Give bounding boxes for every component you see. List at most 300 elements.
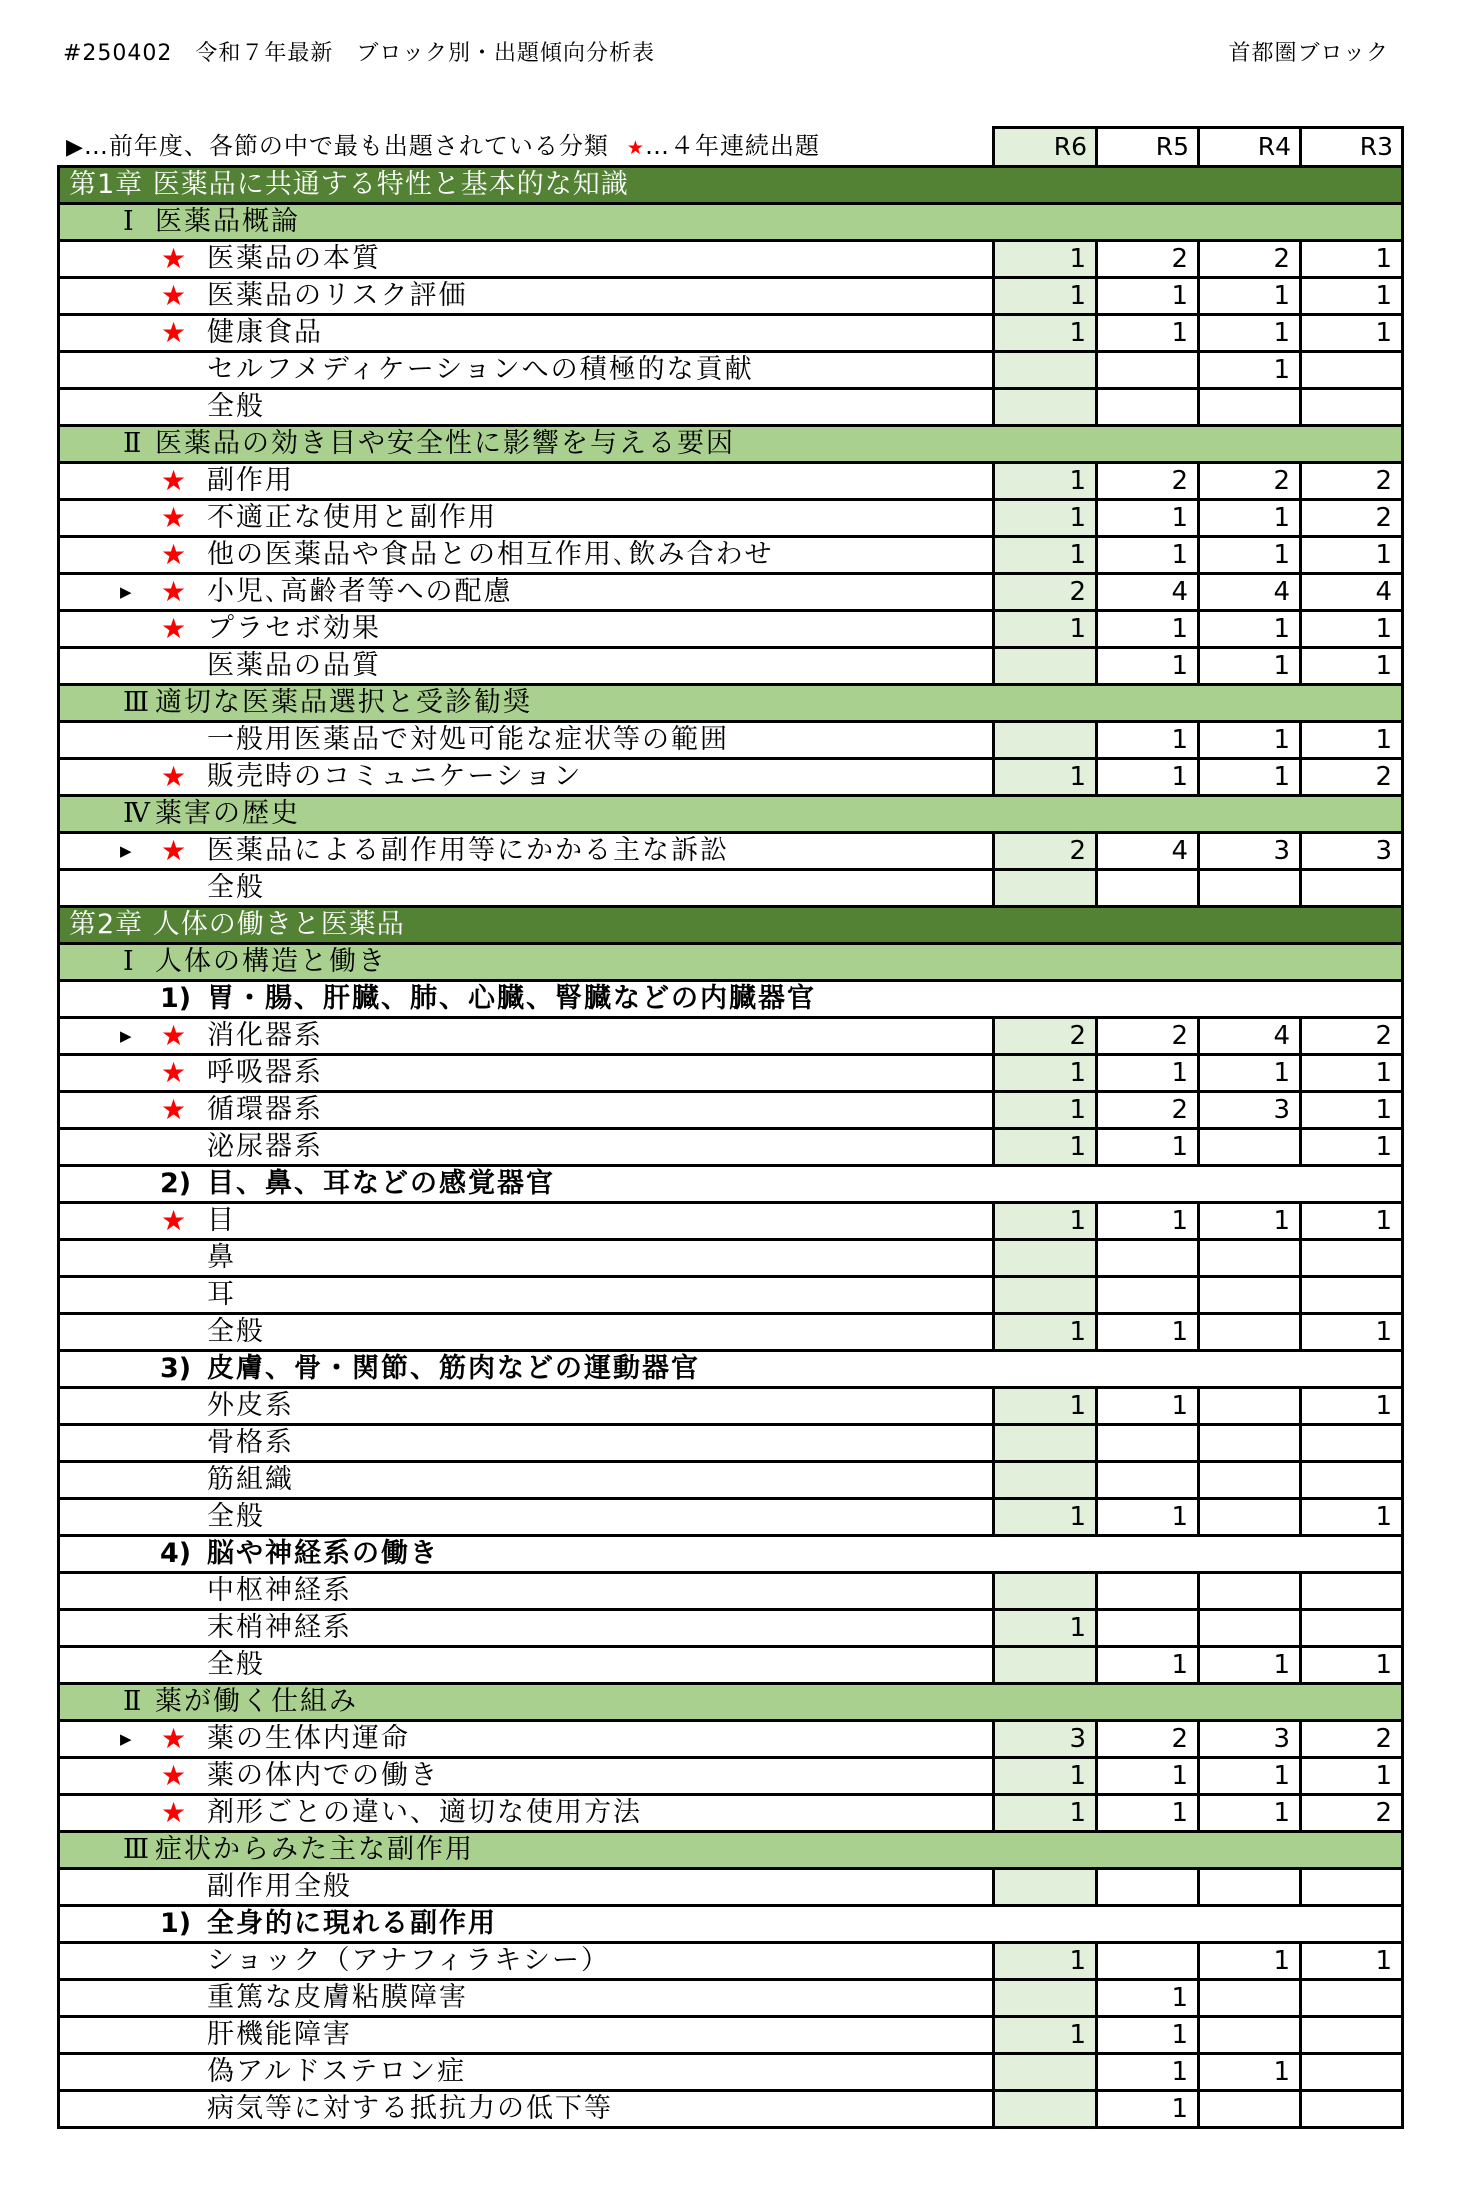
cell-r5: 2 [1095,1019,1197,1053]
cell-r5: 4 [1095,575,1197,609]
chapter-row [60,908,1401,945]
cell-r6: 1 [992,1759,1095,1793]
table-row [60,1389,1401,1426]
cell-r4: 1 [1197,538,1299,572]
cell-r6: 1 [992,1204,1095,1238]
cell-r4 [1197,1463,1299,1497]
cell-r4 [1197,2018,1299,2052]
row-label-cell [60,1611,992,1645]
row-label: 全般 [207,1316,265,1347]
cell-r3: 3 [1299,834,1401,868]
subsection-row [60,1537,1401,1574]
subsection-number: 1) [160,1908,192,1939]
row-label: ショック（アナフィラキシー） [207,1945,611,1976]
row-label-cell [60,1981,992,2015]
cell-r5 [1095,1241,1197,1275]
row-label-cell [60,1944,992,1978]
subsection-title: 目、鼻、耳などの感覚器官 [207,1168,555,1199]
row-label-cell [60,353,992,387]
row-label-cell [60,649,992,683]
row-label: 呼吸器系 [207,1057,323,1088]
table-row [60,612,1401,649]
row-label: 薬の生体内運命 [207,1723,410,1754]
table-row [60,1722,1401,1759]
star-icon: ★ [161,316,187,349]
cell-r6: 1 [992,316,1095,350]
subsection-title: 脳や神経系の働き [207,1538,439,1569]
row-label-cell [60,1278,992,1312]
cell-r4 [1197,1611,1299,1645]
cell-r5: 1 [1095,1796,1197,1830]
cell-r6: 3 [992,1722,1095,1756]
table-row [60,1204,1401,1241]
table-row [60,1759,1401,1796]
cell-r6: 1 [992,1056,1095,1090]
subsection-row [60,1907,1401,1944]
cell-r4: 3 [1197,834,1299,868]
row-label-cell [60,1500,992,1534]
row-label-cell [60,1130,992,1164]
cell-r5: 1 [1095,1204,1197,1238]
cell-r3: 1 [1299,1759,1401,1793]
row-label: 医薬品の本質 [207,243,381,274]
table-row [60,1944,1401,1981]
row-label-cell [60,1796,992,1830]
cell-r6: 1 [992,1796,1095,1830]
cell-r5 [1095,1463,1197,1497]
row-label: 副作用 [207,465,294,496]
cell-r5 [1095,353,1197,387]
table-row [60,501,1401,538]
table-row [60,1463,1401,1500]
row-label: 薬の体内での働き [207,1760,439,1791]
triangle-marker-icon: ▶ [120,842,132,860]
cell-r4: 1 [1197,760,1299,794]
row-label: 全般 [207,1649,265,1680]
table-row [60,2018,1401,2055]
table-row [60,242,1401,279]
cell-r5: 1 [1095,723,1197,757]
star-icon: ★ [161,1093,187,1126]
cell-r5: 1 [1095,1056,1197,1090]
row-label: 副作用全般 [207,1871,352,1902]
row-label-cell [60,612,992,646]
section-row [60,205,1401,242]
cell-r4 [1197,1241,1299,1275]
cell-r4: 4 [1197,1019,1299,1053]
triangle-marker-icon: ▶ [120,583,132,601]
subsection-number: 4) [160,1538,192,1569]
star-icon: ★ [161,1019,187,1052]
table-row [60,1426,1401,1463]
table-row [60,760,1401,797]
table-row [60,1241,1401,1278]
row-label: 泌尿器系 [207,1131,323,1162]
cell-r5: 2 [1095,1093,1197,1127]
cell-r3: 1 [1299,1648,1401,1682]
column-header-r5: R5 [1095,129,1197,165]
cell-r6: 1 [992,1315,1095,1349]
cell-r4: 2 [1197,464,1299,498]
row-label: 一般用医薬品で対処可能な症状等の範囲 [207,724,729,755]
table-row [60,2092,1401,2129]
row-label: 全般 [207,391,265,422]
cell-r3 [1299,1870,1401,1904]
cell-r4 [1197,1981,1299,2015]
row-label: 健康食品 [207,317,323,348]
row-label-cell [60,723,992,757]
row-label: 全般 [207,872,265,903]
cell-r6: 2 [992,834,1095,868]
table-row [60,390,1401,427]
table-row [60,1500,1401,1537]
row-label: 病気等に対する抵抗力の低下等 [207,2093,613,2124]
row-label: 不適正な使用と副作用 [207,502,497,533]
cell-r4 [1197,1315,1299,1349]
cell-r4: 1 [1197,1759,1299,1793]
row-label-cell [60,1426,992,1460]
cell-r4: 1 [1197,279,1299,313]
cell-r5: 1 [1095,2092,1197,2126]
cell-r5 [1095,390,1197,424]
row-label: 末梢神経系 [207,1612,352,1643]
cell-r5: 1 [1095,316,1197,350]
cell-r5 [1095,871,1197,905]
row-label-cell [60,2018,992,2052]
star-icon: ★ [161,538,187,571]
cell-r5: 1 [1095,501,1197,535]
row-label: 剤形ごとの違い、適切な使用方法 [207,1797,642,1828]
row-label: 医薬品による副作用等にかかる主な訴訟 [207,835,729,866]
subsection-number: 3) [160,1353,192,1384]
column-header-r6: R6 [992,129,1095,165]
cell-r4: 1 [1197,2055,1299,2089]
row-label-cell [60,2055,992,2089]
cell-r5: 1 [1095,1759,1197,1793]
analysis-table [57,165,1404,2129]
section-numeral: Ⅱ [123,428,142,459]
table-row [60,1611,1401,1648]
cell-r3 [1299,1981,1401,2015]
table-row [60,279,1401,316]
row-label-cell [60,279,992,313]
star-icon: ★ [161,1796,187,1829]
cell-r6 [992,649,1095,683]
section-title: 人体の構造と働き [155,946,387,977]
row-label-cell [60,242,992,276]
row-label-cell [60,1759,992,1793]
cell-r3: 4 [1299,575,1401,609]
cell-r6: 1 [992,464,1095,498]
legend [66,127,820,165]
cell-r3: 1 [1299,1944,1401,1978]
cell-r5: 1 [1095,1648,1197,1682]
cell-r3: 1 [1299,1130,1401,1164]
cell-r4: 3 [1197,1722,1299,1756]
row-label: 重篤な皮膚粘膜障害 [207,1982,468,2013]
cell-r4: 1 [1197,1204,1299,1238]
star-icon: ★ [161,1722,187,1755]
row-label: 消化器系 [207,1020,323,1051]
row-label-cell [60,1574,992,1608]
row-label-cell [60,1204,992,1238]
row-label-cell [60,760,992,794]
section-title: 薬害の歴史 [155,798,300,829]
table-row [60,834,1401,871]
table-row [60,1278,1401,1315]
cell-r3: 1 [1299,1093,1401,1127]
cell-r6 [992,871,1095,905]
cell-r3 [1299,1463,1401,1497]
cell-r6: 1 [992,1130,1095,1164]
row-label: 肝機能障害 [207,2019,352,2050]
table-row [60,464,1401,501]
block-name: 首都圏ブロック [1228,41,1389,66]
table-row [60,1315,1401,1352]
cell-r3: 2 [1299,501,1401,535]
chapter-title: 第1章 医薬品に共通する特性と基本的な知識 [69,169,629,200]
cell-r4: 1 [1197,1056,1299,1090]
row-label-cell [60,501,992,535]
cell-r3: 1 [1299,1056,1401,1090]
table-row [60,1796,1401,1833]
cell-r3: 1 [1299,1500,1401,1534]
cell-r5: 1 [1095,760,1197,794]
row-label-cell [60,834,992,868]
cell-r3 [1299,1574,1401,1608]
cell-r4 [1197,1870,1299,1904]
cell-r5 [1095,1944,1197,1978]
section-numeral: Ⅳ [123,798,150,829]
cell-r4: 3 [1197,1093,1299,1127]
cell-r6: 1 [992,1500,1095,1534]
cell-r4 [1197,2092,1299,2126]
row-label-cell [60,575,992,609]
cell-r3: 2 [1299,464,1401,498]
row-label-cell [60,1019,992,1053]
subsection-row [60,1167,1401,1204]
cell-r6 [992,353,1095,387]
legend-star-text: …４年連続出題 [644,132,820,160]
column-header-r3: R3 [1299,129,1401,165]
row-label-cell [60,1389,992,1423]
cell-r5 [1095,1426,1197,1460]
subsection-title: 全身的に現れる副作用 [207,1908,497,1939]
cell-r4 [1197,1278,1299,1312]
cell-r5: 1 [1095,279,1197,313]
star-icon: ★ [161,1204,187,1237]
section-numeral: Ⅰ [123,946,134,977]
cell-r4: 1 [1197,501,1299,535]
row-label-cell [60,2092,992,2126]
section-row [60,686,1401,723]
cell-r5: 1 [1095,1315,1197,1349]
row-label-cell [60,538,992,572]
cell-r3: 1 [1299,612,1401,646]
table-row [60,2055,1401,2092]
star-icon: ★ [161,575,187,608]
table-row [60,1981,1401,2018]
cell-r5: 2 [1095,464,1197,498]
cell-r3: 1 [1299,538,1401,572]
row-label: 中枢神経系 [207,1575,352,1606]
row-label-cell [60,1056,992,1090]
row-label-cell [60,1093,992,1127]
cell-r6: 2 [992,1019,1095,1053]
cell-r6 [992,2092,1095,2126]
cell-r3 [1299,2018,1401,2052]
cell-r6 [992,390,1095,424]
cell-r5: 2 [1095,242,1197,276]
star-icon: ★ [161,464,187,497]
table-row [60,1870,1401,1907]
star-icon: ★ [161,501,187,534]
cell-r3: 1 [1299,316,1401,350]
row-label-cell [60,1241,992,1275]
subsection-number: 1) [160,983,192,1014]
cell-r6: 1 [992,279,1095,313]
table-row [60,538,1401,575]
subsection-number: 2) [160,1168,192,1199]
table-row [60,1130,1401,1167]
row-label-cell [60,1722,992,1756]
cell-r6: 1 [992,760,1095,794]
table-row [60,353,1401,390]
cell-r3 [1299,2092,1401,2126]
cell-r6 [992,1426,1095,1460]
table-row [60,649,1401,686]
row-label: 外皮系 [207,1390,294,1421]
cell-r4 [1197,1389,1299,1423]
row-label: 全般 [207,1501,265,1532]
row-label: 他の医薬品や食品との相互作用､飲み合わせ [207,539,774,570]
section-numeral: Ⅱ [123,1686,142,1717]
table-row [60,871,1401,908]
cell-r4: 1 [1197,1944,1299,1978]
section-row [60,945,1401,982]
table-row [60,723,1401,760]
row-label: プラセボ効果 [207,613,381,644]
cell-r4: 4 [1197,575,1299,609]
star-icon: ★ [161,1056,187,1089]
cell-r3 [1299,1241,1401,1275]
cell-r3: 1 [1299,1315,1401,1349]
cell-r3: 2 [1299,1019,1401,1053]
cell-r5 [1095,1611,1197,1645]
row-label-cell [60,1648,992,1682]
row-label: 小児､高齢者等への配慮 [207,576,513,607]
section-title: 適切な医薬品選択と受診勧奨 [155,687,532,718]
section-numeral: Ⅲ [123,1834,150,1865]
section-title: 医薬品概論 [155,206,300,237]
section-row [60,1833,1401,1870]
star-icon: ★ [161,242,187,275]
row-label: 耳 [207,1279,236,1310]
row-label: 筋組織 [207,1464,294,1495]
cell-r4 [1197,1130,1299,1164]
column-header-r4: R4 [1197,129,1299,165]
cell-r3 [1299,871,1401,905]
cell-r5: 1 [1095,2055,1197,2089]
cell-r5 [1095,1574,1197,1608]
cell-r5: 1 [1095,538,1197,572]
cell-r3: 1 [1299,279,1401,313]
cell-r5: 1 [1095,1130,1197,1164]
subsection-title: 胃・腸、肝臓、肺、心臓、腎臓などの内臓器官 [207,983,816,1014]
row-label-cell [60,871,992,905]
star-icon: ★ [626,137,645,159]
cell-r6: 1 [992,1944,1095,1978]
cell-r4: 1 [1197,316,1299,350]
cell-r5 [1095,1278,1197,1312]
table-row [60,316,1401,353]
cell-r6 [992,1574,1095,1608]
cell-r3: 1 [1299,1389,1401,1423]
row-label-cell [60,1463,992,1497]
cell-r5: 1 [1095,649,1197,683]
cell-r4: 1 [1197,1796,1299,1830]
cell-r4 [1197,390,1299,424]
cell-r4 [1197,1574,1299,1608]
cell-r3: 1 [1299,1204,1401,1238]
cell-r6: 1 [992,1093,1095,1127]
cell-r3: 2 [1299,760,1401,794]
subsection-row [60,982,1401,1019]
triangle-marker-icon: ▶ [66,135,84,160]
cell-r6 [992,1278,1095,1312]
document-title: #250402 令和７年最新 ブロック別・出題傾向分析表 [63,41,655,66]
section-title: 薬が働く仕組み [155,1686,358,1717]
cell-r3 [1299,2055,1401,2089]
cell-r6 [992,1463,1095,1497]
cell-r6 [992,1241,1095,1275]
cell-r6: 1 [992,242,1095,276]
row-label: セルフメディケーションへの積極的な貢献 [207,354,754,385]
cell-r5: 4 [1095,834,1197,868]
cell-r4: 1 [1197,649,1299,683]
row-label-cell [60,1870,992,1904]
section-row [60,427,1401,464]
cell-r3 [1299,1426,1401,1460]
chapter-title: 第2章 人体の働きと医薬品 [69,909,405,940]
star-icon: ★ [161,834,187,867]
section-row [60,1685,1401,1722]
star-icon: ★ [161,279,187,312]
cell-r3: 1 [1299,242,1401,276]
cell-r6 [992,1648,1095,1682]
cell-r3: 2 [1299,1796,1401,1830]
cell-r3 [1299,1278,1401,1312]
cell-r4: 1 [1197,1648,1299,1682]
cell-r4 [1197,1500,1299,1534]
row-label: 医薬品のリスク評価 [207,280,468,311]
table-row [60,1574,1401,1611]
row-label-cell [60,316,992,350]
cell-r4: 1 [1197,723,1299,757]
cell-r6 [992,2055,1095,2089]
cell-r5: 1 [1095,612,1197,646]
cell-r4 [1197,1426,1299,1460]
table-row [60,1093,1401,1130]
table-row [60,1648,1401,1685]
cell-r6: 1 [992,501,1095,535]
subsection-row [60,1352,1401,1389]
cell-r4: 1 [1197,353,1299,387]
section-row [60,797,1401,834]
cell-r3: 2 [1299,1722,1401,1756]
cell-r6: 1 [992,2018,1095,2052]
cell-r3 [1299,1611,1401,1645]
